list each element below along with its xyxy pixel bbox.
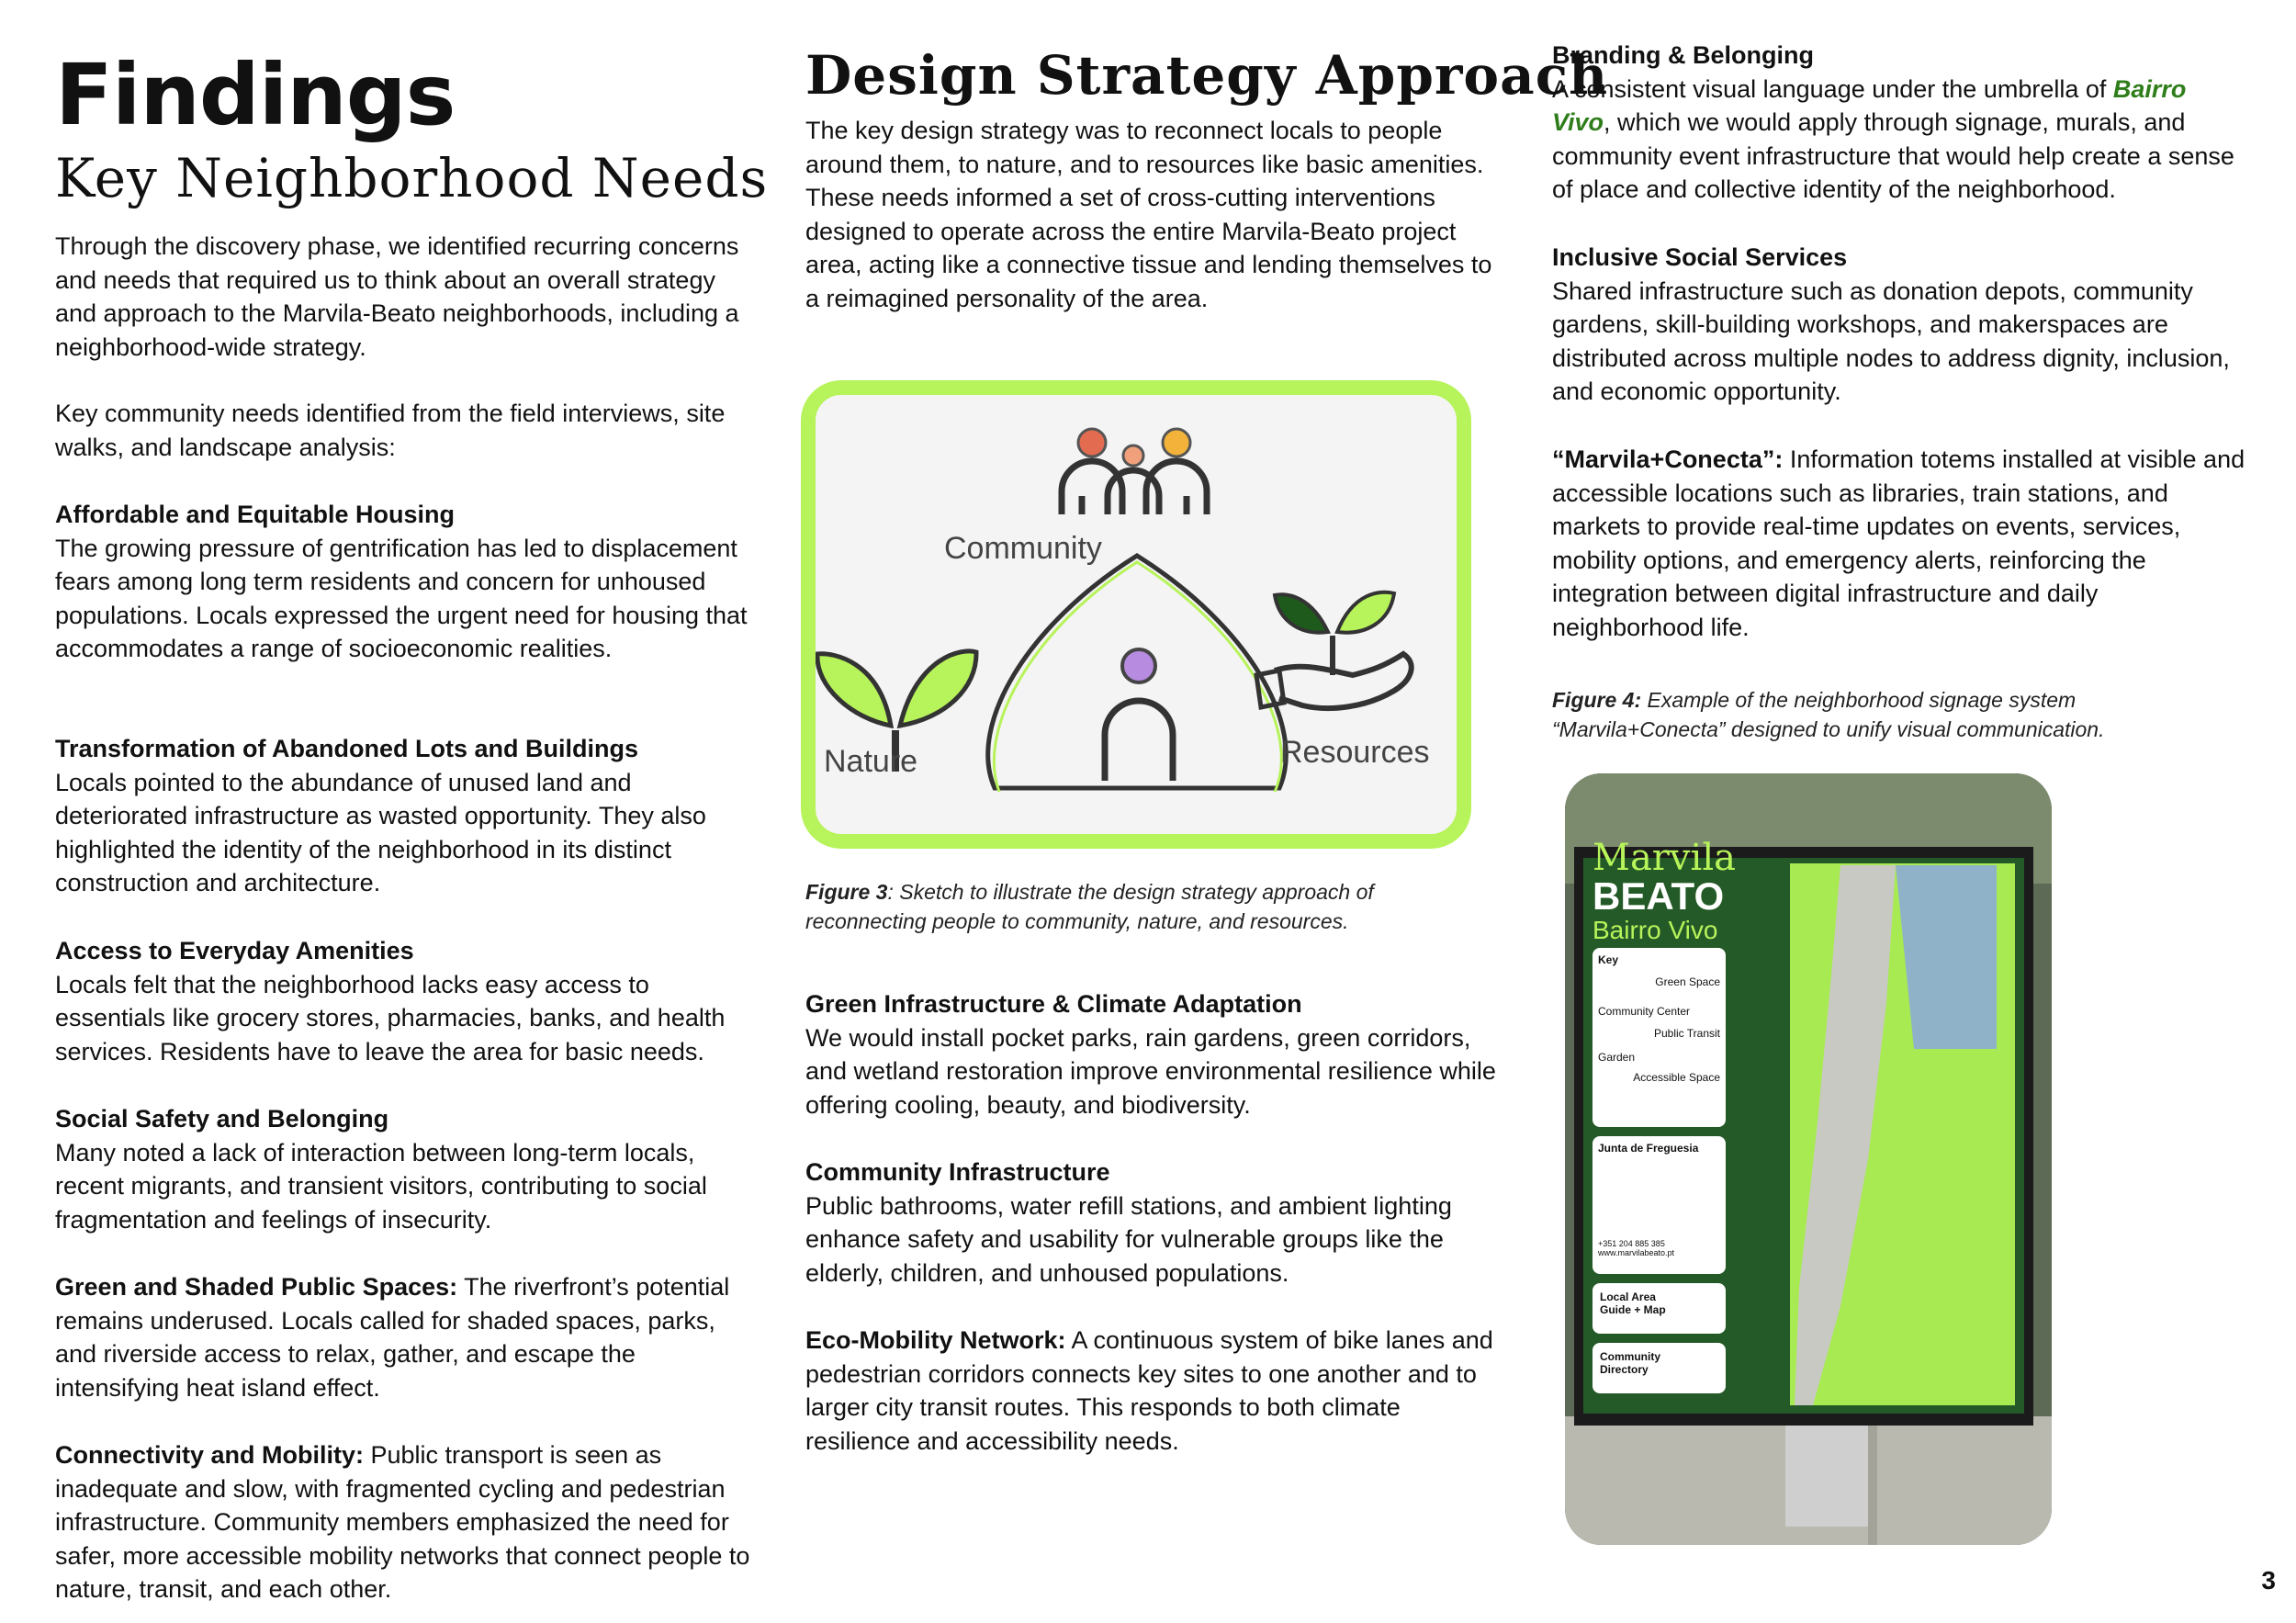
strategy-intro: The key design strategy was to reconnect locals to people around them, to nature, and to resources like basic amenities. These needs informed a set of cross-cutting interventions designed to operate across the entire Marvila-Beato project area, acting like a connective tissue and lending themselves to a reimagined personality of the area. (805, 117, 1492, 312)
need-heading: Connectivity and Mobility: (55, 1441, 365, 1469)
page-number: 3 (2261, 1566, 2276, 1595)
strategy-text: Information totems installed at visible and accessible locations such as libraries, train stations, and markets to provide real-time updates on events, services, mobility options, and emergency alerts, reinforcing the integration between digital infrastructure and daily neighborhood life. (1552, 445, 2245, 641)
need-text: The riverfront’s potential remains underused. Locals called for shaded spaces, parks, and riverside access to relax, gather, and escape the intensifying heat island effect. (55, 1273, 730, 1402)
strategy-title: Design Strategy Approach (805, 44, 1609, 107)
strategy-text (1552, 73, 2250, 207)
figure-4-signage-photo (1565, 773, 2052, 1545)
text-fragment: , which we would apply through signage, murals, and community event infrastructure that would help create a sense of place and collective identity of the neighborhood. (1552, 108, 2234, 203)
strategy-item (1552, 443, 2250, 644)
sign-guide-panel (1593, 1283, 1726, 1334)
need-connectivity (55, 1438, 762, 1606)
strategy-heading: Branding & Belonging (1552, 41, 1814, 69)
caption-text: Example of the neighborhood signage system “Marvila+Conecta” designed to unify visual communication. (1552, 688, 2105, 741)
sign-junta-panel (1593, 1136, 1726, 1274)
need-item (55, 934, 762, 1068)
caption-text: : Sketch to illustrate the design strategy approach of reconnecting people to community, nature, and resources. (805, 880, 1374, 933)
strategy-item (1552, 39, 2250, 207)
text-fragment: A consistent visual language under the umbrella of (1552, 74, 2113, 103)
person-icon (1105, 649, 1173, 781)
key-garden: Garden (1598, 1051, 1636, 1064)
intro-paragraph: Through the discovery phase, we identified recurring concerns and needs that required us to think about an overall strategy and approach to the Marvila-Beato neighborhoods, including a neighborhood-wide strategy. (55, 232, 739, 361)
strategy-text: Public bathrooms, water refill stations, and ambient lighting enhance safety and usability for vulnerable groups like the elderly, children, and unhoused populations. (805, 1191, 1452, 1287)
key-public-transit: Public Transit (1653, 1027, 1720, 1040)
strategy-heading: “Marvila+Conecta”: (1552, 445, 1784, 473)
key-accessible-space: Accessible Space (1633, 1071, 1720, 1084)
key-green-space: Green Space (1655, 975, 1720, 988)
need-item (55, 498, 762, 666)
sign-guide-label: Local Area Guide + Map (1600, 1291, 1666, 1316)
strategy-text: Shared infrastructure such as donation depots, community gardens, skill-building workshops, and makerspaces are distributed across multiple nodes to address dignity, inclusion, and economic opportunity. (1552, 276, 2230, 405)
sign-directory-panel (1593, 1343, 1726, 1393)
caption-label: Figure 4: (1552, 688, 1642, 712)
section-subtitle: Key Neighborhood Needs (55, 147, 769, 209)
community-label: Community (944, 531, 1102, 566)
figure-4-caption (1552, 685, 2195, 744)
strategy-text: A continuous system of bike lanes and pedestrian corridors connects key sites to one another and to larger city transit routes. This responds to both climate resilience and accessibility needs. (805, 1326, 1493, 1455)
need-heading: Affordable and Equitable Housing (55, 501, 456, 528)
strategy-heading: Community Infrastructure (805, 1158, 1110, 1186)
community-icon (1062, 429, 1207, 514)
need-text: The growing pressure of gentrification has led to displacement fears among long term residents and concern for unhoused populations. Locals expressed the urgent need for housing that accommodates a range of socioeconomic realities. (55, 534, 748, 662)
need-text: Many noted a lack of interaction between long-term locals, recent migrants, and transient visitors, contributing to social fragmentation and feelings of insecurity. (55, 1138, 707, 1234)
sign-key-title: Key (1598, 953, 1619, 966)
sign-phone: +351 204 885 385 (1598, 1239, 1665, 1248)
need-heading: Transformation of Abandoned Lots and Buildings (55, 735, 638, 762)
strategy-heading: Green Infrastructure & Climate Adaptation (805, 990, 1302, 1018)
need-text: Locals pointed to the abundance of unused land and deteriorated infrastructure as wasted opportunity. They also highlighted the identity of the neighborhood in its distinct construction and architecture. (55, 768, 706, 896)
nature-label: Nature (824, 744, 918, 779)
resources-hand-icon (1256, 592, 1412, 708)
need-heading: Social Safety and Belonging (55, 1105, 389, 1133)
sign-marvila: Marvila (1593, 837, 1736, 879)
strategy-item (805, 1324, 1503, 1458)
need-item (55, 732, 762, 900)
figure-3-caption (805, 877, 1448, 936)
resources-label: Resources (1280, 735, 1430, 770)
sign-directory-label: Community Directory (1600, 1350, 1660, 1376)
strategy-text: We would install pocket parks, rain gardens, green corridors, and wetland restoration improve environmental resilience while offering cooling, beauty, and biodiversity. (805, 1023, 1496, 1119)
sign-key-panel (1593, 948, 1726, 1127)
strategy-item (1552, 241, 2250, 409)
bairro-vivo-text: Bairro Vivo (1552, 74, 2187, 136)
strategy-heading: Eco-Mobility Network: (805, 1326, 1066, 1354)
page-title: Findings (55, 46, 456, 144)
caption-label: Figure 3 (805, 880, 888, 904)
need-text: Locals felt that the neighborhood lacks easy access to essentials like grocery stores, pharmacies, banks, and health services. Residents have to leave the area for basic needs. (55, 970, 726, 1065)
strategy-heading: Inclusive Social Services (1552, 243, 1848, 271)
figure-3-strategy-sketch (801, 380, 1471, 849)
strategy-item (805, 1155, 1503, 1290)
need-heading: Access to Everyday Amenities (55, 937, 414, 964)
intro-paragraph-2: Key community needs identified from the field interviews, site walks, and landscape analysis: (55, 400, 726, 461)
strategy-item (805, 987, 1503, 1121)
need-text: Public transport is seen as inadequate and slow, with fragmented cycling and pedestrian infrastructure. Community members emphasized the need for safer, more accessible mobility networks that connect people to nature, transit, and each other. (55, 1441, 750, 1603)
need-heading: Green and Shaded Public Spaces: (55, 1273, 458, 1301)
key-community-center: Community Center (1598, 1005, 1691, 1018)
need-green-spaces (55, 1270, 762, 1404)
sign-beato: BEATO (1593, 874, 1725, 918)
sign-web: www.marvilabeato.pt (1598, 1248, 1675, 1257)
sign-junta-title: Junta de Freguesia (1598, 1142, 1699, 1155)
sign-bairro-vivo: Bairro Vivo (1593, 916, 1718, 944)
need-item (55, 1102, 762, 1236)
